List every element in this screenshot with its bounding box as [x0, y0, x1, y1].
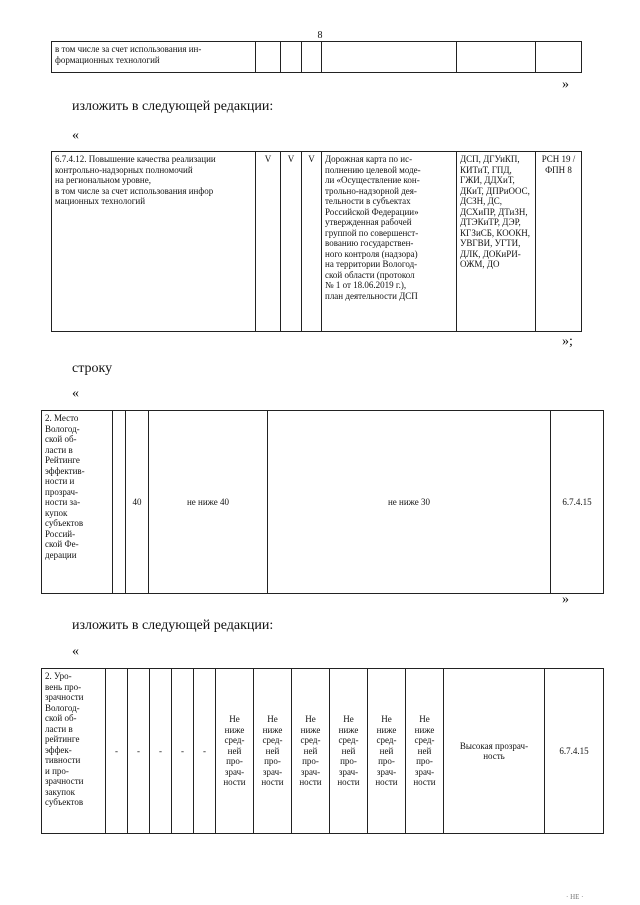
executors-cell: ДСП, ДГУиКП, КИТиТ, ГПД, ГЖИ, ДДХиТ, ДКиТ, ДПРиООС, ДСЗН, ДС, ДСХиПР, ДТиЗН, ДТЭКиТР, ДЭР, КГЗиСБ, КООКН, УВГВИ, УГТИ, ДЛК, ДОКиРИ- ОЖМ, ДО	[457, 152, 536, 332]
table-fragment-top	[51, 41, 582, 73]
closing-quote: »	[562, 592, 569, 607]
table-indicator-new	[41, 668, 604, 834]
mark-cell: V	[302, 152, 322, 332]
instruction-heading: изложить в следующей редакции:	[72, 618, 274, 633]
dash-cell: -	[172, 669, 194, 834]
opening-quote: «	[72, 128, 79, 143]
table-cell-empty	[256, 42, 281, 73]
level-cell: Не ниже сред- ней про- зрач- ности	[368, 669, 406, 834]
mark-cell: V	[256, 152, 281, 332]
instruction-heading: изложить в следующей редакции:	[72, 99, 274, 114]
target-cell: не ниже 30	[268, 411, 551, 594]
indicator-value-cell: 40	[126, 411, 149, 594]
ref-cell: 6.7.4.15	[551, 411, 604, 594]
page-number: 8	[317, 30, 323, 41]
table-cell-text: в том числе за счет использования ин- формационных технологий	[52, 42, 256, 73]
table-cell-empty	[281, 42, 302, 73]
level-cell: Не ниже сред- ней про- зрач- ности	[330, 669, 368, 834]
level-cell: Не ниже сред- ней про- зрач- ности	[254, 669, 292, 834]
corner-mark: · НЕ ·	[566, 893, 584, 901]
opening-quote: «	[72, 386, 79, 401]
closing-quote: »;	[562, 334, 573, 349]
closing-quote: »	[562, 77, 569, 92]
goal-title-cell: 6.7.4.12. Повышение качества реализации контрольно-надзорных полномочий на региональном уровне, в том числе за счет использования инфор мационных технологий	[52, 152, 256, 332]
dash-cell: -	[150, 669, 172, 834]
table-cell-empty	[457, 42, 536, 73]
table-indicator-old	[41, 410, 604, 594]
indicator-name-cell: 2. Уро- вень про- зрачности Вологод- ской об- ласти в рейтинге эффек- тивности и про- зрачности закупок субъектов	[42, 669, 106, 834]
indicator-name-cell: 2. Место Вологод- ской об- ласти в Рейтинге эффектив- ности и прозрач- ности за- купок субъектов Россий- ской Фе- дерации	[42, 411, 113, 594]
high-level-cell: Высокая прозрач- ность	[444, 669, 545, 834]
table-cell-empty	[302, 42, 322, 73]
target-cell: не ниже 40	[149, 411, 268, 594]
ref-cell: 6.7.4.15	[545, 669, 604, 834]
mark-cell: V	[281, 152, 302, 332]
dash-cell: -	[194, 669, 216, 834]
dash-cell: -	[106, 669, 128, 834]
opening-quote: «	[72, 644, 79, 659]
level-cell: Не ниже сред- ней про- зрач- ности	[216, 669, 254, 834]
table-goal-revised	[51, 151, 582, 332]
code-cell: РСН 19 / ФПН 8	[536, 152, 582, 332]
table-cell-empty	[113, 411, 126, 594]
level-cell: Не ниже сред- ней про- зрач- ности	[406, 669, 444, 834]
table-cell-empty	[536, 42, 582, 73]
table-cell-empty	[322, 42, 457, 73]
level-cell: Не ниже сред- ней про- зрач- ности	[292, 669, 330, 834]
instruction-heading: строку	[72, 361, 113, 376]
dash-cell: -	[128, 669, 150, 834]
document-cell: Дорожная карта по ис- полнению целевой моде- ли «Осуществление кон- трольно-надзорной дея- тельности в субъектах Российской Федерации» утвержденная рабочей группой по совершенст- вованию государствен- ного контроля (надзора) на территории Вологод- ской области (протокол № 1 от 18.06.2019 г.), план деятельности ДСП	[322, 152, 457, 332]
